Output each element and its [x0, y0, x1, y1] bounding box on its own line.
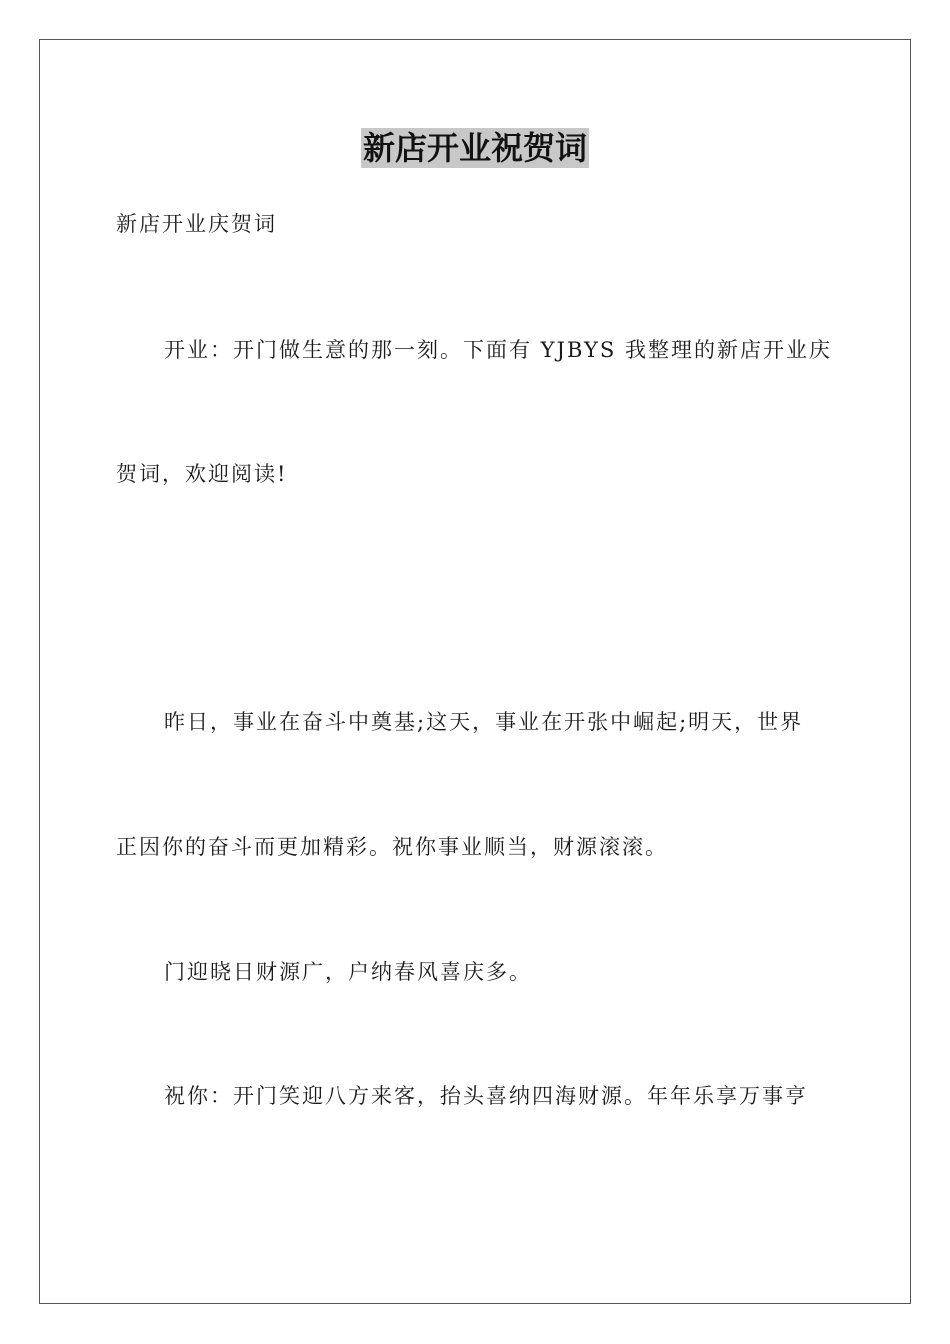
document-title: 新店开业祝贺词 [362, 129, 587, 167]
paragraph-2-line-2: 正因你的奋斗而更加精彩。祝你事业顺当，财源滚滚。 [116, 835, 668, 859]
paragraph-2-line-1: 昨日，事业在奋斗中奠基;这天，事业在开张中崛起;明天，世界 [164, 710, 804, 734]
paragraph-3-line-1: 门迎晓日财源广，户纳春风喜庆多。 [164, 960, 532, 984]
paragraph-4-line-1: 祝你：开门笑迎八方来客，抬头喜纳四海财源。年年乐享万事亨 [164, 1084, 808, 1108]
title-container [0, 128, 950, 168]
paragraph-1-line-2: 贺词，欢迎阅读! [116, 462, 288, 486]
document-subtitle: 新店开业庆贺词 [116, 212, 277, 236]
paragraph-1-line-1: 开业：开门做生意的那一刻。下面有 YJBYS 我整理的新店开业庆 [164, 338, 832, 362]
